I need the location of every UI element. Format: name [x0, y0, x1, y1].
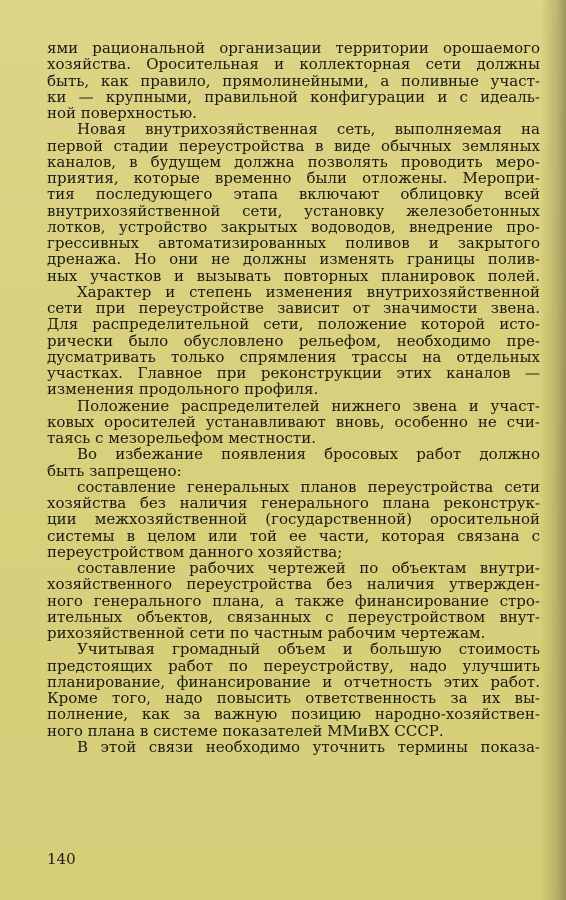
text-line: ной поверхностью.	[47, 105, 197, 122]
text-line: полнение, как за важную позицию народно-хозяйствен-	[47, 706, 540, 723]
text-line: внутрихозяйственной сети, установку железобетонных	[47, 202, 540, 219]
text-line: Положение распределителей нижнего звена и участ-	[77, 397, 540, 414]
text-line: предстоящих работ по переустройству, надо улучшить	[47, 657, 540, 674]
text-line: Новая внутрихозяйственная сеть, выполняемая на	[77, 121, 540, 138]
text-line: быть запрещено:	[47, 462, 182, 479]
text-line: хозяйственного переустройства без наличия утвержден-	[47, 576, 540, 593]
text-line: Во избежание появления бросовых работ должно	[77, 446, 540, 463]
text-line: Характер и степень изменения внутрихозяйственной	[77, 283, 540, 300]
text-line: ями рациональной организации территории орошаемого	[47, 40, 540, 57]
text-line: ного плана в системе показателей ММиВХ СССР.	[47, 722, 444, 739]
text-line: системы в целом или той ее части, которая связана с	[47, 527, 540, 544]
text-line: рихозяйственной сети по частным рабочим чертежам.	[47, 625, 486, 642]
text-line: хозяйства. Оросительная и коллекторная сети должны	[47, 56, 540, 73]
text-line: ки — крупными, правильной конфигурации и с идеаль-	[47, 88, 540, 105]
text-line: изменения продольного профиля.	[47, 381, 319, 398]
text-line: планирование, финансирование и отчетность этих работ.	[47, 673, 540, 690]
text-line: тия последующего этапа включают облицовку всей	[47, 186, 540, 203]
text-line: переустройством данного хозяйства;	[47, 543, 343, 560]
text-line: сети при переустройстве зависит от значимости звена.	[47, 300, 540, 317]
text-line: рически было обусловлено рельефом, необходимо пре-	[47, 332, 540, 349]
text-line: дренажа. Но они не должны изменять границы полив-	[47, 251, 540, 268]
text-line: ных участков и вызывать повторных планировок полей.	[47, 267, 540, 284]
text-line: быть, как правило, прямолинейными, а поливные участ-	[47, 72, 540, 89]
text-line: таясь с мезорельефом местности.	[47, 430, 316, 447]
body-text	[47, 40, 540, 755]
text-line: хозяйства без наличия генерального плана реконструк-	[47, 495, 540, 512]
text-line: ительных объектов, связанных с переустройством внут-	[47, 608, 540, 625]
text-line: грессивных автоматизированных поливов и закрытого	[47, 235, 540, 252]
text-line: лотков, устройство закрытых водоводов, внедрение про-	[47, 218, 540, 235]
text-line: ного генерального плана, а также финансирование стро-	[47, 592, 540, 609]
text-line: составление рабочих чертежей по объектам внутри-	[77, 560, 540, 577]
text-line: Кроме того, надо повысить ответственность за их вы-	[47, 690, 540, 707]
text-line: ции межхозяйственной (государственной) оросительной	[47, 511, 540, 528]
text-line: Учитывая громадный объем и большую стоимость	[77, 641, 540, 658]
text-line: участках. Главное при реконструкции этих каналов —	[47, 365, 540, 382]
text-line: В этой связи необходимо уточнить термины показа-	[77, 738, 540, 755]
text-line: дусматривать только спрямления трассы на отдельных	[47, 348, 540, 365]
text-line: Для распределительной сети, положение которой исто-	[47, 316, 540, 333]
text-line: составление генеральных планов переустройства сети	[77, 478, 540, 495]
text-line: первой стадии переустройства в виде обычных земляных	[47, 137, 540, 154]
text-line: приятия, которые временно были отложены. Меропри-	[47, 170, 540, 187]
page-number: 140	[47, 850, 76, 868]
text-line: ковых оросителей устанавливают вновь, особенно не счи-	[47, 413, 540, 430]
text-line: каналов, в будущем должна позволять проводить меро-	[47, 153, 540, 170]
